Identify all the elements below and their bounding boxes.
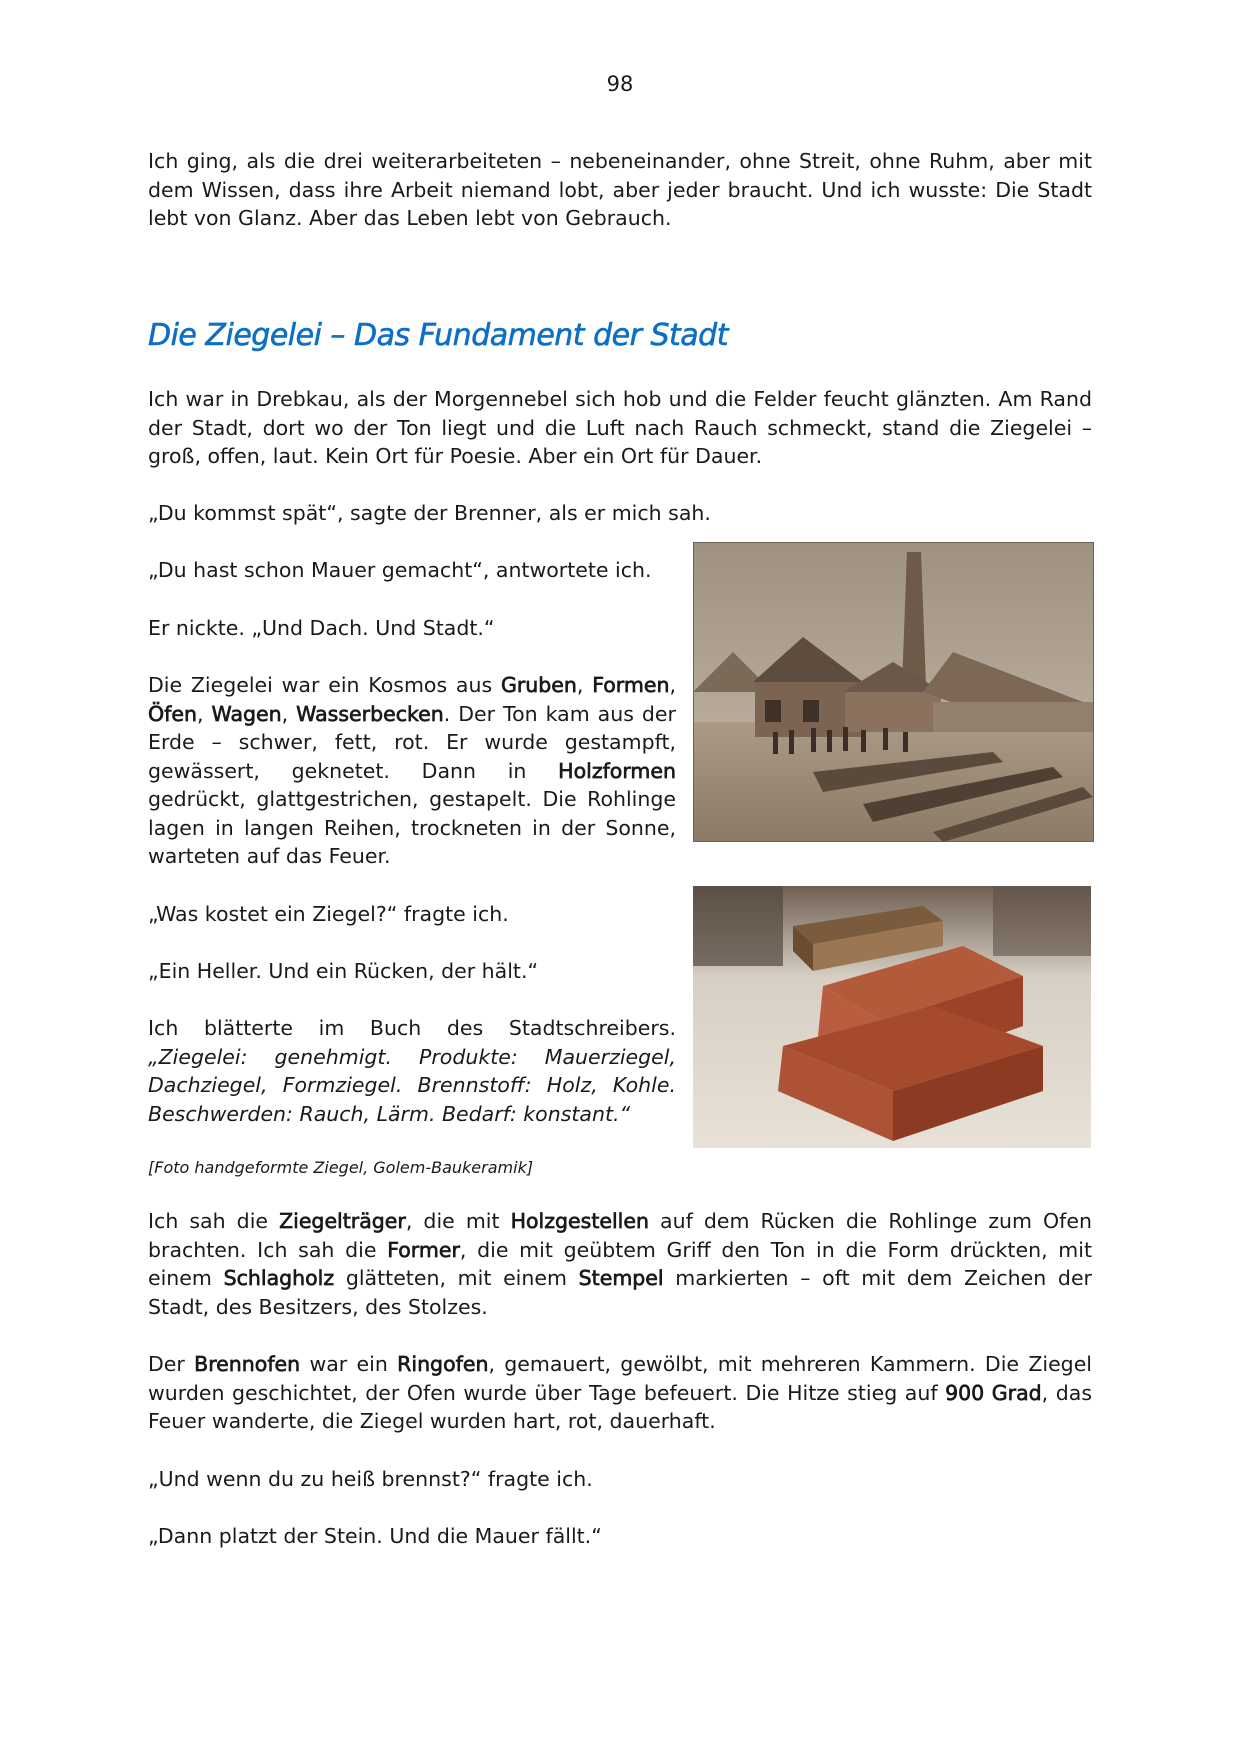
- section-heading: Die Ziegelei – Das Fundament der Stadt: [148, 318, 728, 353]
- paragraph-ofen: Der Brennofen war ein Ringofen, gemauert, gewölbt, mit mehreren Kammern. Die Ziegel wurden geschichtet, der Ofen wurde über Tage befeuert. Die Hitze stieg auf 900 Grad, das Feuer wanderte, die Ziegel wurden hart, rot, dauerhaft.: [148, 1352, 1093, 1433]
- term-former: Former: [387, 1237, 460, 1262]
- term-oefen: Öfen: [148, 701, 197, 726]
- handmade-bricks-photo: [693, 886, 1091, 1148]
- term-holzformen: Holzformen: [558, 758, 676, 783]
- dialog-line-1: „Du kommst spät“, sagte der Brenner, als er mich sah.: [148, 501, 711, 525]
- paragraph-buch: Ich blätterte im Buch des Stadtschreibers. „Ziegelei: genehmigt. Produkte: Mauerziegel, Dachziegel, Formziegel. Brennstoff: Holz, Kohle. Beschwerden: Rauch, Lärm. Bedarf: konstant.“: [148, 1016, 676, 1126]
- term-holzgestellen: Holzgestellen: [510, 1209, 649, 1233]
- paragraph-kosmos: Die Ziegelei war ein Kosmos aus Gruben, Formen, Öfen, Wagen, Wasserbecken. Der Ton kam aus der Erde – schwer, fett, rot. Er wurde gestampft, gewässert, geknetet. Dann in Holzformen gedrückt, glattgestrichen, gestapelt. Die Rohlinge lagen in langen Reihen, trockneten in der Sonne, warteten auf das Feuer.: [148, 673, 676, 868]
- term-brennofen: Brennofen: [194, 1352, 301, 1376]
- dialog-line-5: „Ein Heller. Und ein Rücken, der hält.“: [148, 959, 539, 983]
- paragraph-arrival: Ich war in Drebkau, als der Morgennebel sich hob und die Felder feucht glänzten. Am Rand der Stadt, dort wo der Ton liegt und die Luft nach Rauch schmeckt, stand die Ziegelei – groß, offen, laut. Kein Ort für Poesie. Aber ein Ort für Dauer.: [148, 387, 1092, 468]
- term-formen: Formen: [592, 673, 670, 697]
- dialog-line-7: „Dann platzt der Stein. Und die Mauer fällt.“: [148, 1524, 602, 1548]
- term-ringofen: Ringofen: [397, 1352, 489, 1376]
- term-ziegeltraeger: Ziegelträger: [279, 1209, 406, 1233]
- term-wagen: Wagen: [211, 701, 282, 726]
- intro-paragraph: Ich ging, als die drei weiterarbeiteten – nebeneinander, ohne Streit, ohne Ruhm, aber mit dem Wissen, dass ihre Arbeit niemand lobt, aber jeder braucht. Und ich wusste: Die Stadt lebt von Glanz. Aber das Leben lebt von Gebrauch.: [148, 149, 1092, 230]
- dialog-line-4: „Was kostet ein Ziegel?“ fragte ich.: [148, 902, 509, 926]
- ledger-quote: „Ziegelei: genehmigt. Produkte: Mauerziegel, Dachziegel, Formziegel. Brennstoff: Holz, Kohle. Beschwerden: Rauch, Lärm. Bedarf: konstant.“: [148, 1044, 676, 1126]
- term-wasserbecken: Wasserbecken: [296, 701, 444, 726]
- dialog-line-6: „Und wenn du zu heiß brennst?“ fragte ich.: [148, 1467, 593, 1491]
- term-gruben: Gruben: [500, 673, 577, 697]
- term-stempel: Stempel: [578, 1266, 664, 1290]
- page-number: 98: [606, 72, 634, 96]
- photo-caption: [Foto handgeformte Ziegel, Golem-Baukeramik]: [148, 1158, 534, 1177]
- dialog-line-3: Er nickte. „Und Dach. Und Stadt.“: [148, 616, 495, 640]
- dialog-line-2: „Du hast schon Mauer gemacht“, antwortete ich.: [148, 558, 652, 582]
- paragraph-arbeiter: Ich sah die Ziegelträger, die mit Holzgestellen auf dem Rücken die Rohlinge zum Ofen brachten. Ich sah die Former, die mit geübtem Griff den Ton in die Form drückten, mit einem Schlagholz glätteten, mit einem Stempel markierten – oft mit dem Zeichen der Stadt, des Besitzers, des Stolzes.: [148, 1209, 1093, 1319]
- term-900-grad: 900 Grad: [945, 1380, 1042, 1405]
- brickworks-photo: [693, 542, 1094, 842]
- term-schlagholz: Schlagholz: [223, 1266, 335, 1290]
